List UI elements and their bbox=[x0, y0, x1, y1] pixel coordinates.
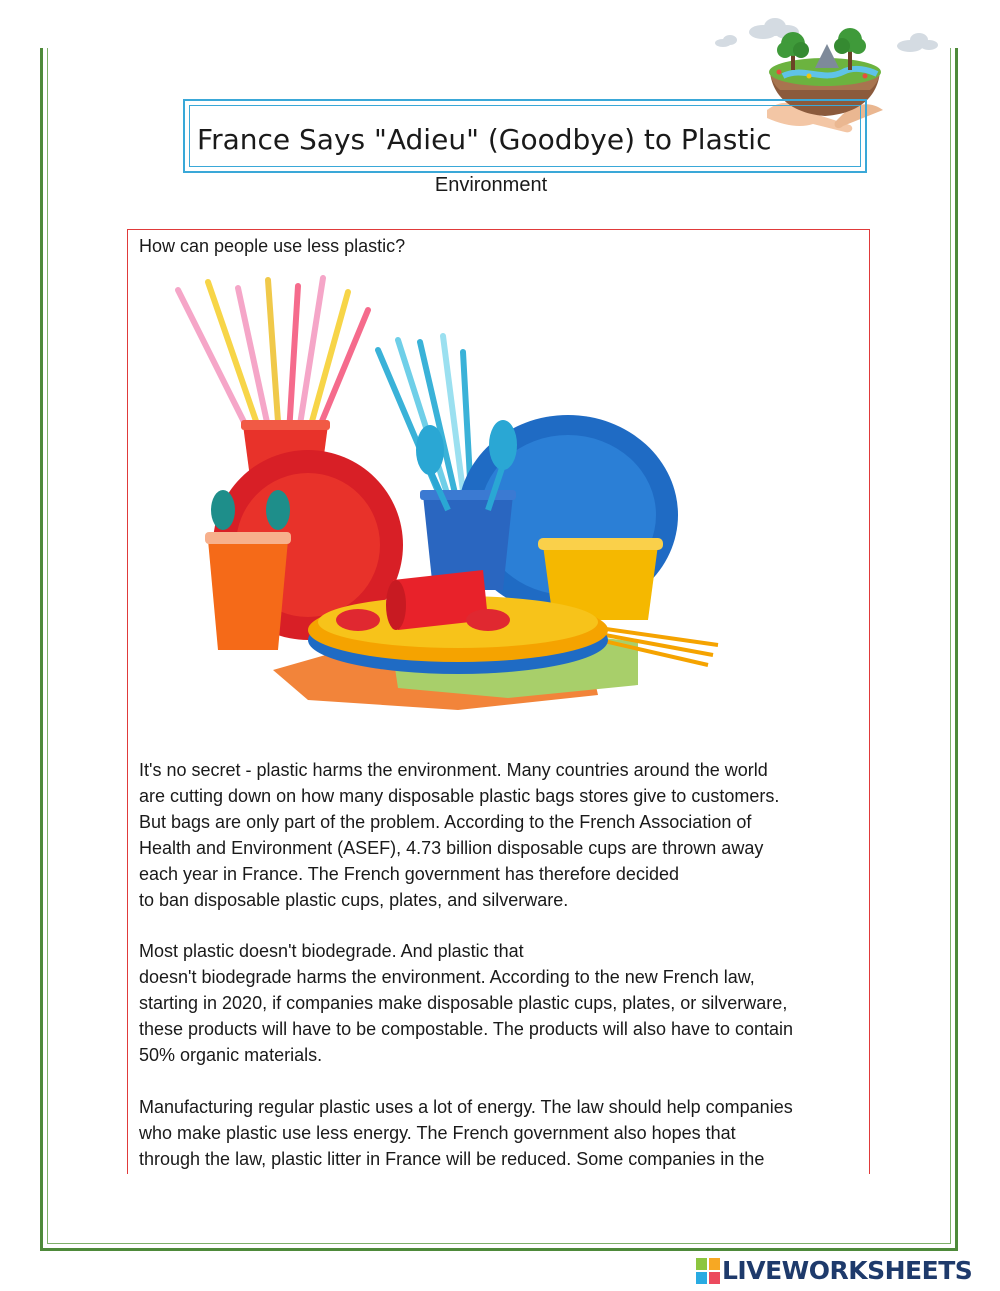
paragraph-line: Manufacturing regular plastic uses a lot of energy. The law should help companies bbox=[139, 1097, 793, 1117]
paragraph-3 bbox=[139, 1094, 861, 1172]
paragraph-line: 50% organic materials. bbox=[139, 1045, 323, 1065]
paragraph-line: to ban disposable plastic cups, plates, and silverware. bbox=[139, 890, 569, 910]
paragraph-line: starting in 2020, if companies make disposable plastic cups, plates, or silverware, bbox=[139, 993, 788, 1013]
liveworksheets-logo-icon bbox=[696, 1258, 720, 1284]
liveworksheets-footer[interactable] bbox=[696, 1256, 996, 1286]
paragraph-line: are cutting down on how many disposable plastic bags stores give to customers. bbox=[139, 786, 780, 806]
content-box bbox=[127, 229, 870, 1174]
paragraph-1 bbox=[139, 757, 861, 913]
liveworksheets-brand[interactable]: LIVEWORKSHEETS bbox=[722, 1256, 973, 1285]
page-title: France Says "Adieu" (Goodbye) to Plastic bbox=[197, 123, 772, 156]
title-box bbox=[183, 99, 867, 173]
question-text: How can people use less plastic? bbox=[139, 236, 406, 256]
paragraph-line: Most plastic doesn't biodegrade. And plastic that bbox=[139, 941, 524, 961]
paragraph-line: doesn't biodegrade harms the environment. According to the new French law, bbox=[139, 967, 755, 987]
paragraph-line: It's no secret - plastic harms the environment. Many countries around the world bbox=[139, 760, 768, 780]
paragraph-line: each year in France. The French government has therefore decided bbox=[139, 864, 679, 884]
plastic-tableware-photo bbox=[158, 270, 738, 715]
paragraph-line: But bags are only part of the problem. According to the French Association of bbox=[139, 812, 752, 832]
paragraph-line: through the law, plastic litter in France will be reduced. Some companies in the bbox=[139, 1149, 765, 1169]
paragraph-2 bbox=[139, 938, 861, 1068]
paragraph-line: these products will have to be compostable. The products will also have to contain bbox=[139, 1019, 794, 1039]
paragraph-line: Health and Environment (ASEF), 4.73 billion disposable cups are thrown away bbox=[139, 838, 764, 858]
paragraph-line: who make plastic use less energy. The French government also hopes that bbox=[139, 1123, 736, 1143]
page-subtitle: Environment bbox=[434, 174, 548, 196]
